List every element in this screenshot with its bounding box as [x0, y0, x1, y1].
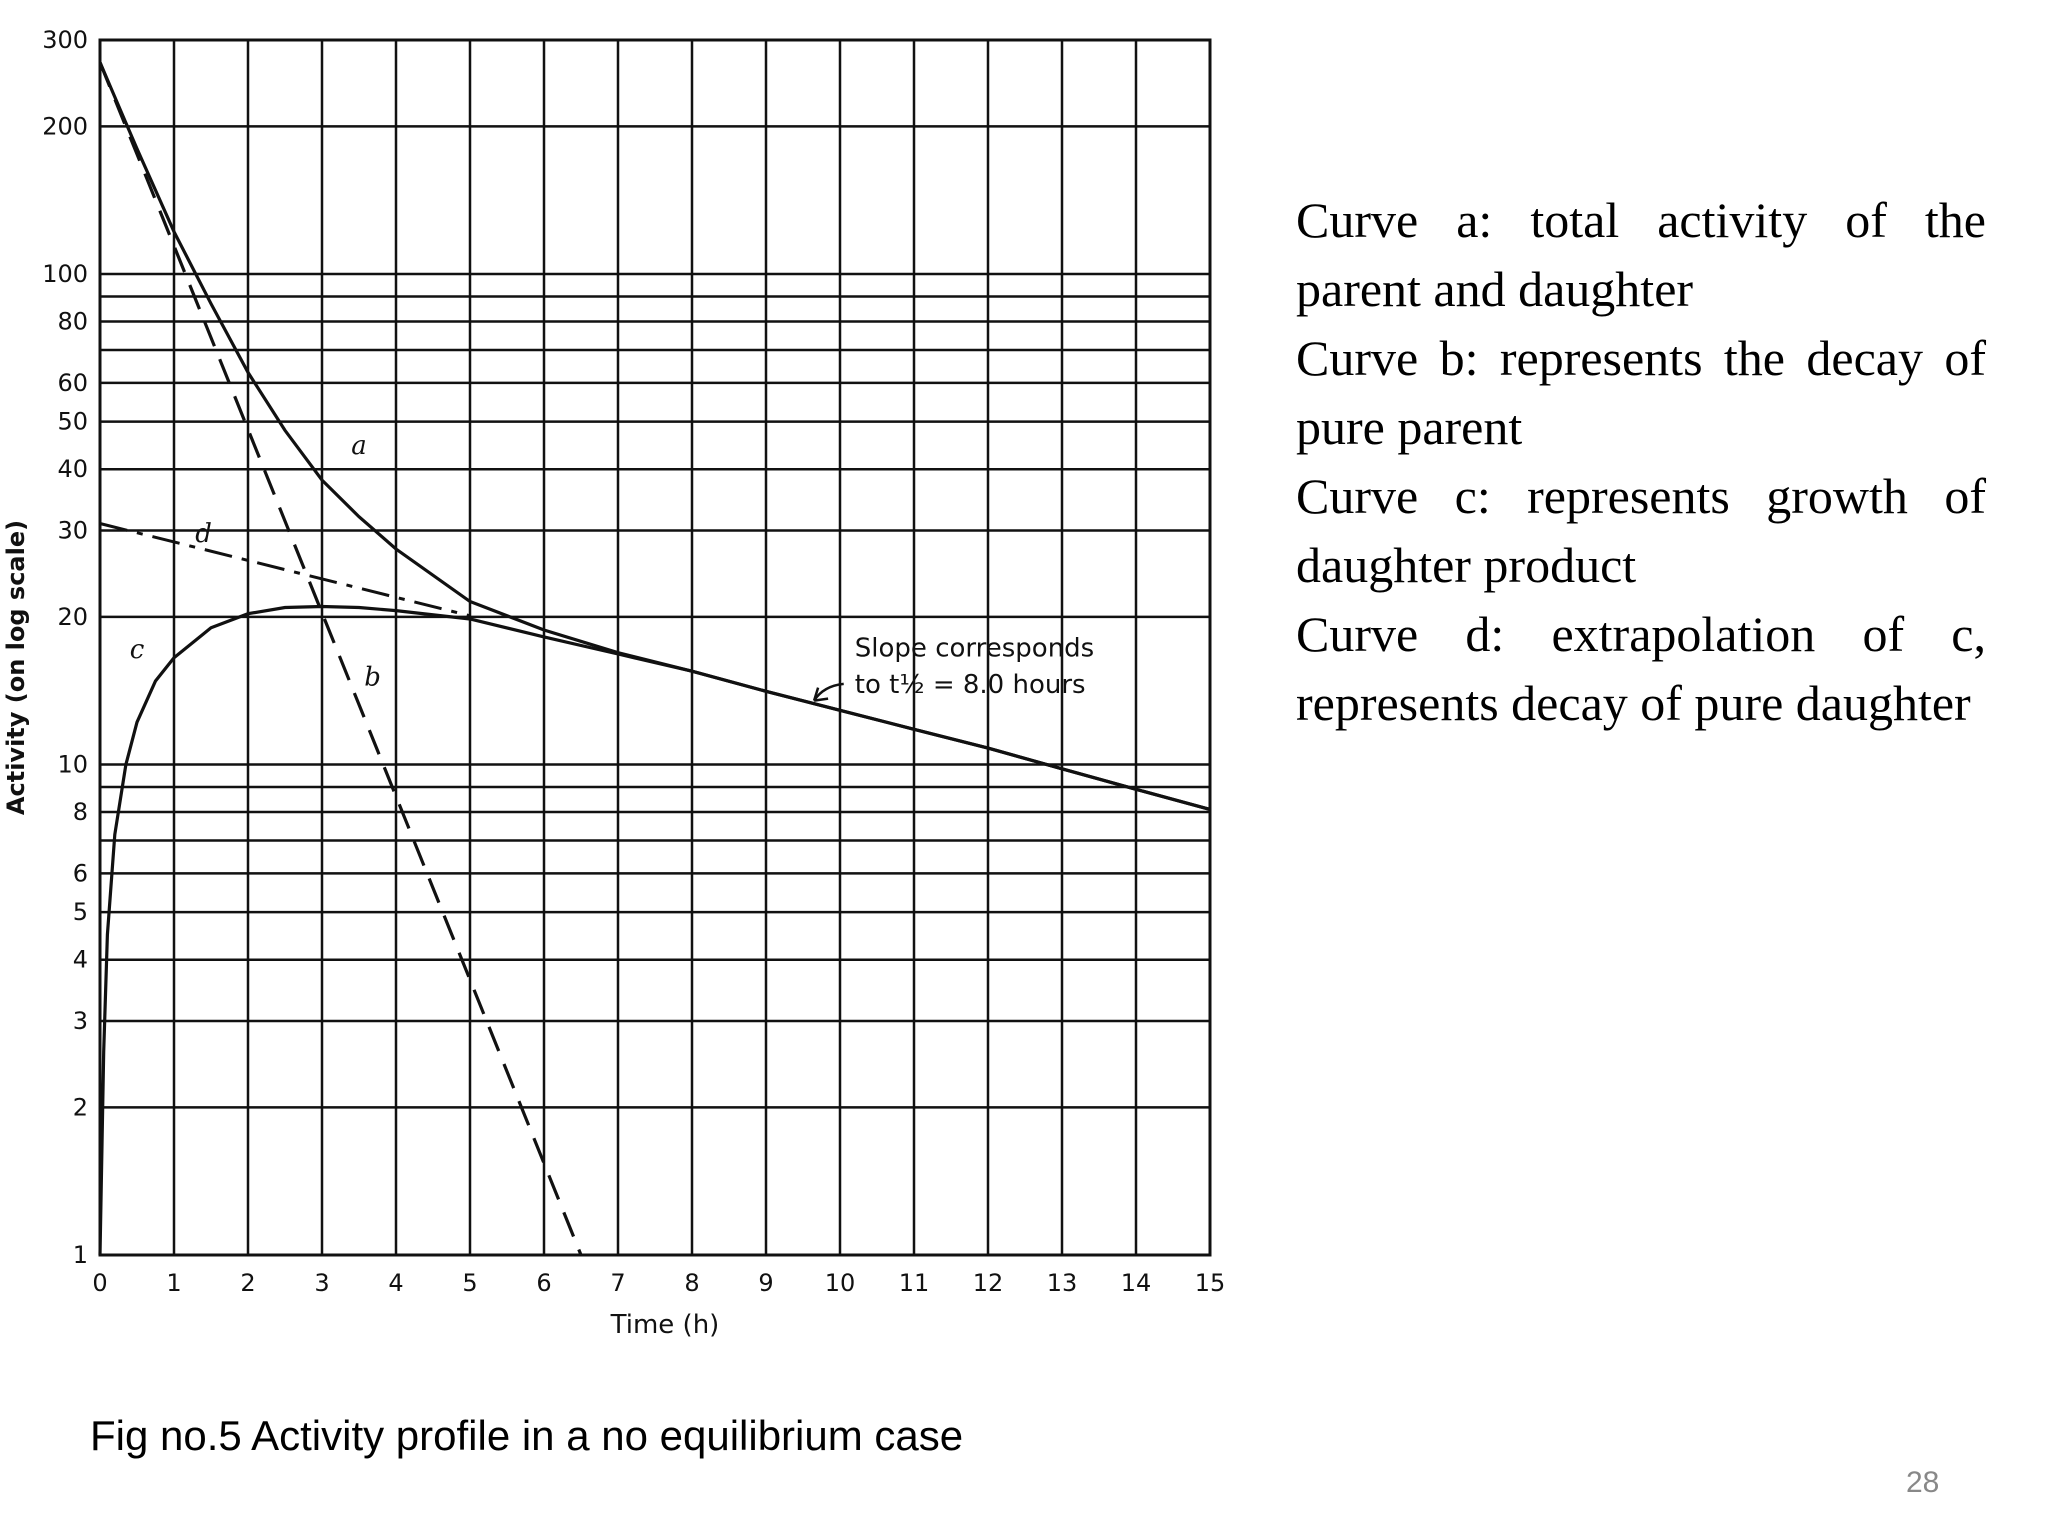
x-tick-label: 0 — [92, 1269, 108, 1297]
x-tick-label: 15 — [1194, 1269, 1226, 1297]
x-tick-label: 11 — [898, 1269, 930, 1297]
x-tick-label: 7 — [610, 1269, 626, 1297]
y-tick-label: 20 — [57, 602, 88, 631]
slope-annotation-line-2: to t½ = 8.0 hours — [854, 669, 1086, 700]
x-tick-label: 4 — [388, 1269, 404, 1297]
x-axis-label: Time (h) — [610, 1310, 720, 1340]
y-tick-label: 80 — [57, 307, 88, 336]
x-tick-label: 3 — [314, 1269, 330, 1297]
x-tick-label: 1 — [166, 1269, 182, 1297]
x-tick-label: 9 — [758, 1269, 774, 1297]
legend-curve-a: Curve a: total activity of the parent and daughter — [1296, 192, 1986, 317]
y-tick-label: 200 — [42, 112, 88, 141]
y-tick-label: 50 — [57, 407, 88, 436]
x-tick-label: 14 — [1120, 1269, 1152, 1297]
y-tick-label: 30 — [57, 516, 88, 545]
curve-d — [100, 524, 470, 616]
x-tick-label: 10 — [824, 1269, 856, 1297]
curve-legend — [1296, 186, 1986, 738]
x-tick-label: 2 — [240, 1269, 256, 1297]
curve-c-label: c — [129, 634, 145, 665]
y-axis-label: Activity (on log scale) — [2, 519, 30, 816]
x-tick-label: 8 — [684, 1269, 700, 1297]
x-tick-label: 13 — [1046, 1269, 1078, 1297]
curve-a-label: a — [351, 430, 367, 461]
y-tick-label: 8 — [72, 798, 88, 827]
chart-annotations — [814, 634, 1094, 701]
x-tick-label: 6 — [536, 1269, 552, 1297]
y-tick-label: 1 — [72, 1241, 88, 1269]
y-tick-label: 40 — [57, 455, 88, 484]
page-number: 28 — [1906, 1466, 1940, 1499]
y-tick-label: 60 — [57, 368, 88, 397]
curve-b-label: b — [364, 662, 381, 693]
y-tick-label: 100 — [42, 260, 88, 289]
x-tick-label: 5 — [462, 1269, 478, 1297]
y-tick-label: 4 — [72, 945, 88, 974]
y-tick-label: 6 — [72, 859, 88, 888]
legend-curve-c: Curve c: represents growth of daughter product — [1296, 468, 1986, 593]
y-tick-label: 5 — [72, 898, 88, 927]
figure-caption: Fig no.5 Activity profile in a no equilibrium case — [90, 1412, 964, 1459]
y-tick-label: 3 — [72, 1006, 88, 1035]
legend-curve-d: Curve d: extrapolation of c, represents decay of pure daughter — [1296, 606, 1986, 731]
slope-annotation-line-1: Slope corresponds — [854, 633, 1095, 664]
curve-d-label: d — [195, 519, 212, 550]
y-tick-label: 10 — [57, 750, 88, 779]
legend-curve-b: Curve b: represents the decay of pure parent — [1296, 330, 1986, 455]
x-tick-label: 12 — [972, 1269, 1004, 1297]
y-tick-label: 2 — [72, 1093, 88, 1122]
y-tick-label: 300 — [42, 26, 88, 54]
curve-c — [100, 607, 1210, 1256]
